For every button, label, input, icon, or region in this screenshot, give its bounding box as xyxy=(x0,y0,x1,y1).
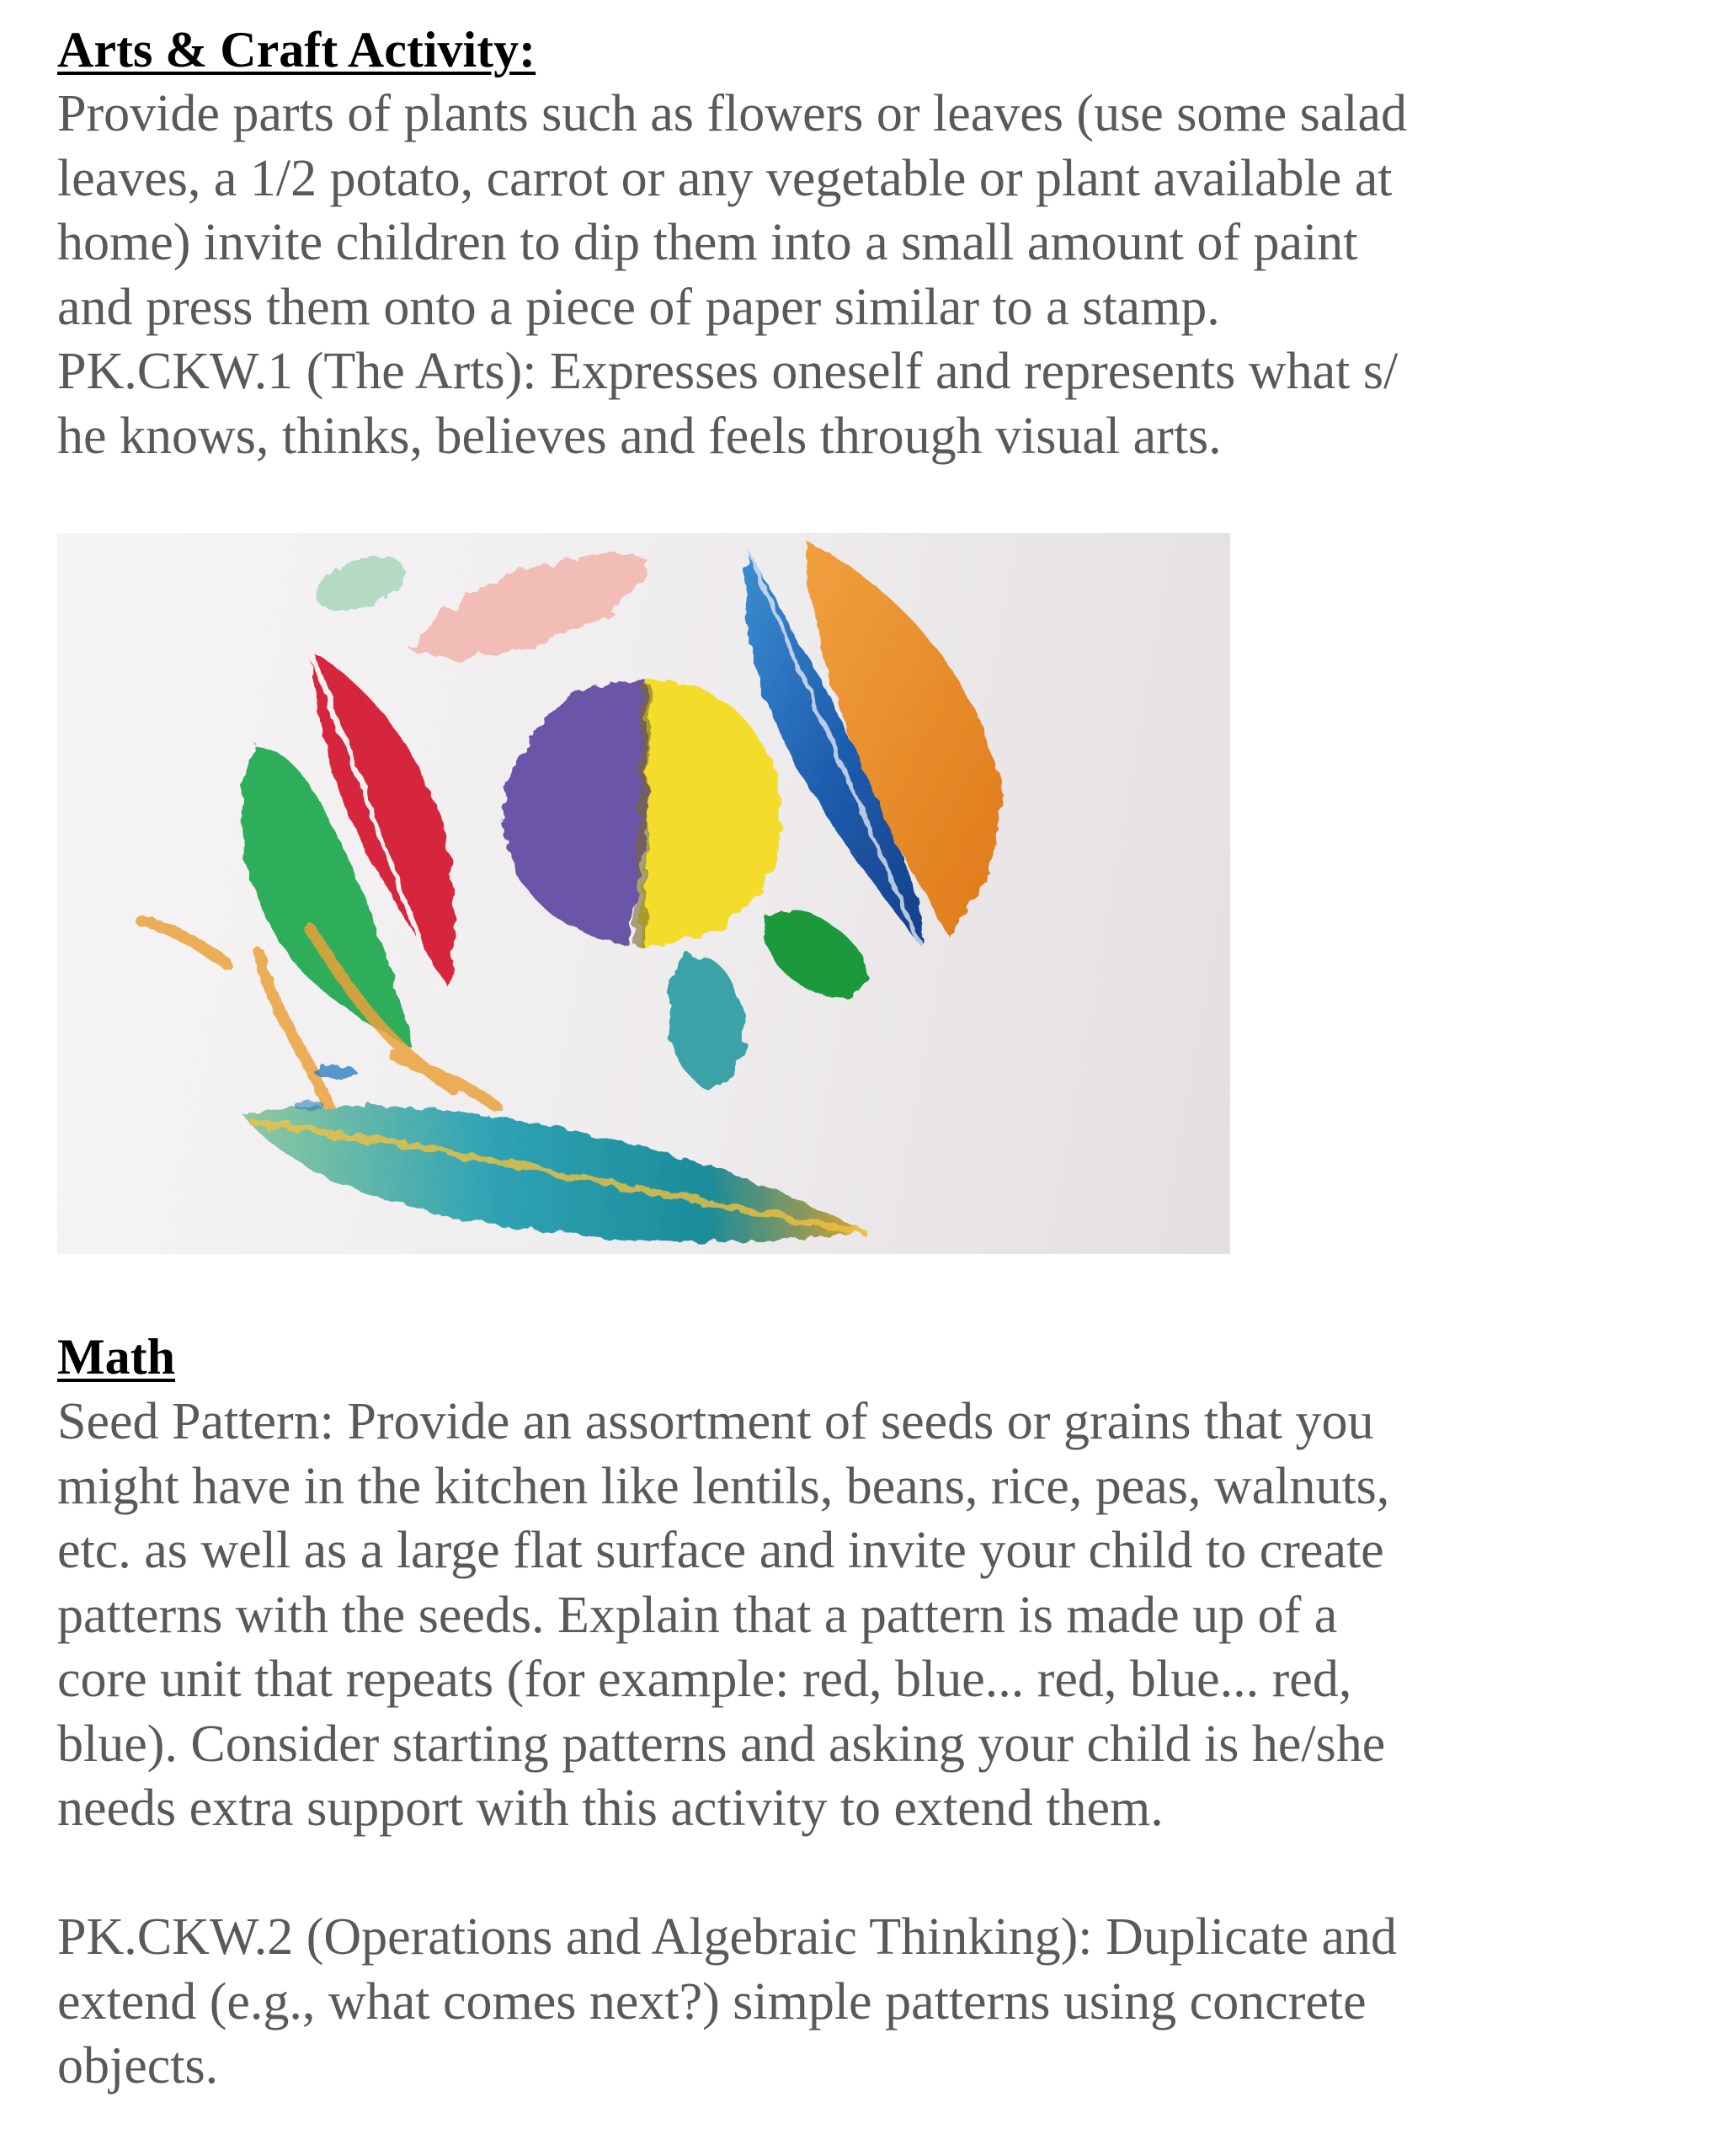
text-line: objects. xyxy=(57,2037,219,2095)
pink-leaf-print xyxy=(411,555,647,659)
leaf-print-painting-photo xyxy=(57,533,1230,1254)
text-line: and press them onto a piece of paper similar to a stamp. xyxy=(57,278,1220,336)
text-line: he knows, thinks, believes and feels through visual arts. xyxy=(57,407,1222,465)
text-line: leaves, a 1/2 potato, carrot or any vegetable or plant available at xyxy=(57,149,1393,207)
teal-small-leaf-print xyxy=(657,948,754,1094)
text-line: Provide parts of plants such as flowers or leaves (use some salad xyxy=(57,85,1407,142)
green-blob-print xyxy=(748,893,883,1016)
seed-pattern-description xyxy=(57,1390,1389,1841)
text-line: etc. as well as a large flat surface and invite your child to create xyxy=(57,1522,1384,1579)
text-line: might have in the kitchen like lentils, beans, rice, peas, walnuts, xyxy=(57,1457,1390,1515)
text-line: blue). Consider starting patterns and asking your child is he/she xyxy=(57,1715,1386,1773)
text-line: home) invite children to dip them into a small amount of paint xyxy=(57,214,1358,271)
text-line: needs extra support with this activity to extend them. xyxy=(57,1780,1164,1837)
text-line: PK.CKW.2 (Operations and Algebraic Thinking): Duplicate and xyxy=(57,1908,1398,1966)
purple-yellow-circle-print xyxy=(504,680,781,946)
text-line: PK.CKW.1 (The Arts): Expresses oneself and represents what s/ xyxy=(57,343,1399,400)
arts-craft-heading: Arts & Craft Activity: xyxy=(57,22,536,77)
math-heading: Math xyxy=(57,1329,175,1385)
text-line: core unit that repeats (for example: red, blue... red, blue... red, xyxy=(57,1651,1352,1708)
arts-craft-description xyxy=(57,82,1407,468)
teal-long-leaf-print xyxy=(242,1106,866,1241)
green-leaf-print-top xyxy=(309,546,413,622)
text-line: patterns with the seeds. Explain that a pattern is made up of a xyxy=(57,1586,1338,1644)
math-standard-text xyxy=(57,1905,1397,2099)
text-line: Seed Pattern: Provide an assortment of seeds or grains that you xyxy=(57,1393,1374,1450)
text-line: extend (e.g., what comes next?) simple patterns using concrete xyxy=(57,1972,1367,2031)
